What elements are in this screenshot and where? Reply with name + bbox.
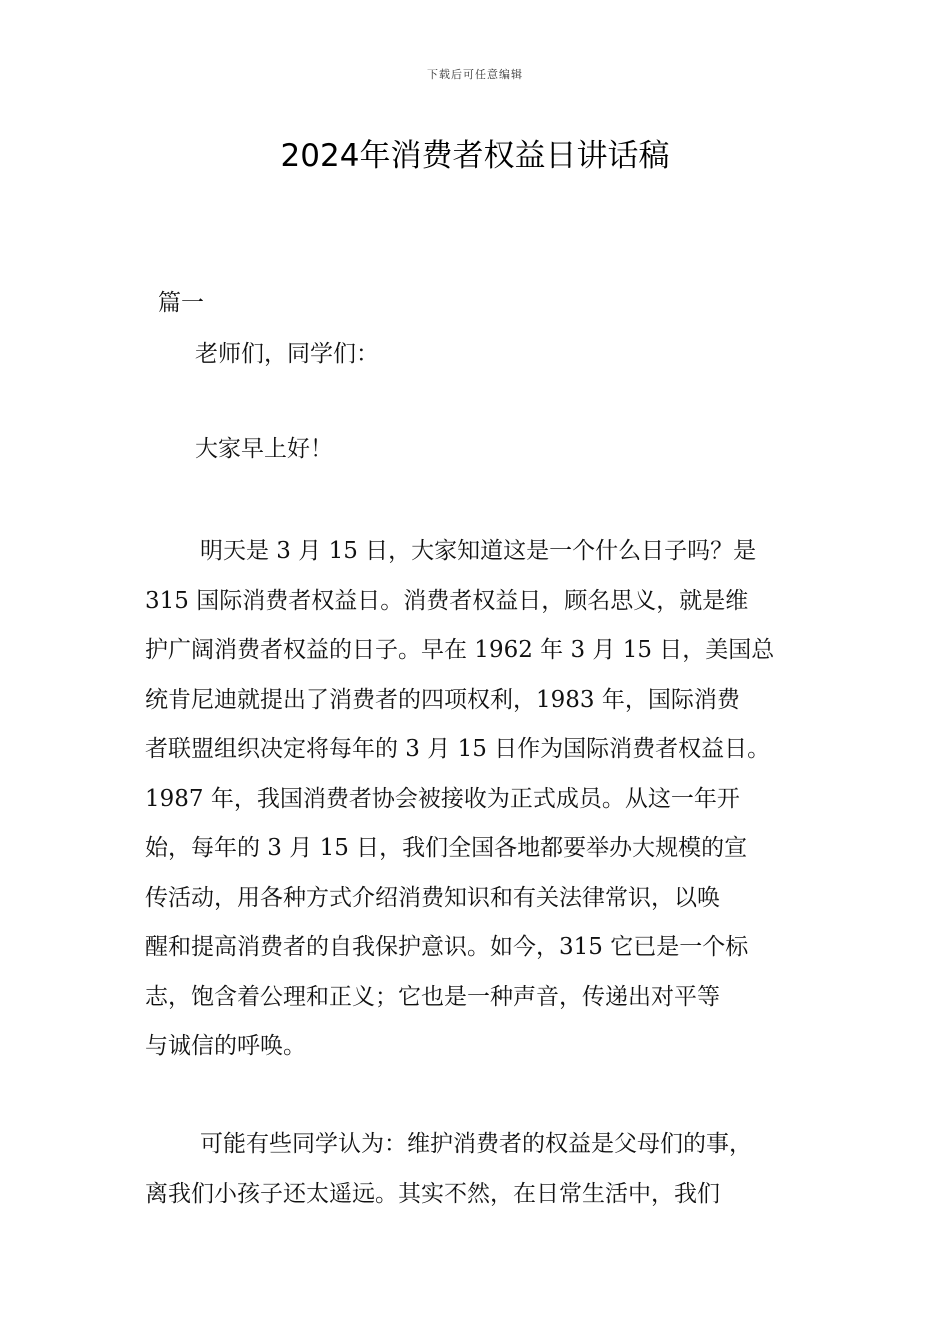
paragraph-line: 可能有些同学认为：维护消费者的权益是父母们的事， (200, 1131, 752, 1157)
paragraph-1 (145, 527, 825, 1072)
section-label: 篇一 (158, 290, 204, 316)
paragraph-line: 护广阔消费者权益的日子。早在 1962 年 3 月 15 日，美国总 (145, 637, 775, 663)
paragraph-line: 与诚信的呼唤。 (145, 1033, 306, 1059)
greeting-line: 老师们，同学们： (195, 341, 379, 367)
paragraph-line: 传活动，用各种方式介绍消费知识和有关法律常识，以唤 (145, 884, 720, 911)
paragraph-line: 离我们小孩子还太遥远。其实不然，在日常生活中，我们 (145, 1180, 720, 1207)
paragraph-line: 明天是 3 月 15 日，大家知道这是一个什么日子吗？是 (200, 538, 757, 564)
header-note: 下载后可任意编辑 (427, 68, 523, 81)
paragraph-line: 志，饱含着公理和正义；它也是一种声音，传递出对平等 (145, 983, 720, 1010)
paragraph-line: 1987 年，我国消费者协会被接收为正式成员。从这一年开 (145, 785, 740, 812)
paragraph-line: 统肯尼迪就提出了消费者的四项权利，1983 年，国际消费 (145, 686, 740, 713)
paragraph-line: 者联盟组织决定将每年的 3 月 15 日作为国际消费者权益日。 (145, 736, 771, 762)
document-title: 2024年消费者权益日讲话稿 (280, 138, 670, 174)
paragraph-line: 醒和提高消费者的自我保护意识。如今，315 它已是一个标 (145, 934, 749, 960)
paragraph-line: 315 国际消费者权益日。消费者权益日，顾名思义，就是维 (145, 587, 749, 614)
paragraph-2 (145, 1120, 825, 1219)
paragraph-line: 始，每年的 3 月 15 日，我们全国各地都要举办大规模的宣 (145, 835, 748, 861)
opening-line: 大家早上好！ (195, 436, 333, 462)
